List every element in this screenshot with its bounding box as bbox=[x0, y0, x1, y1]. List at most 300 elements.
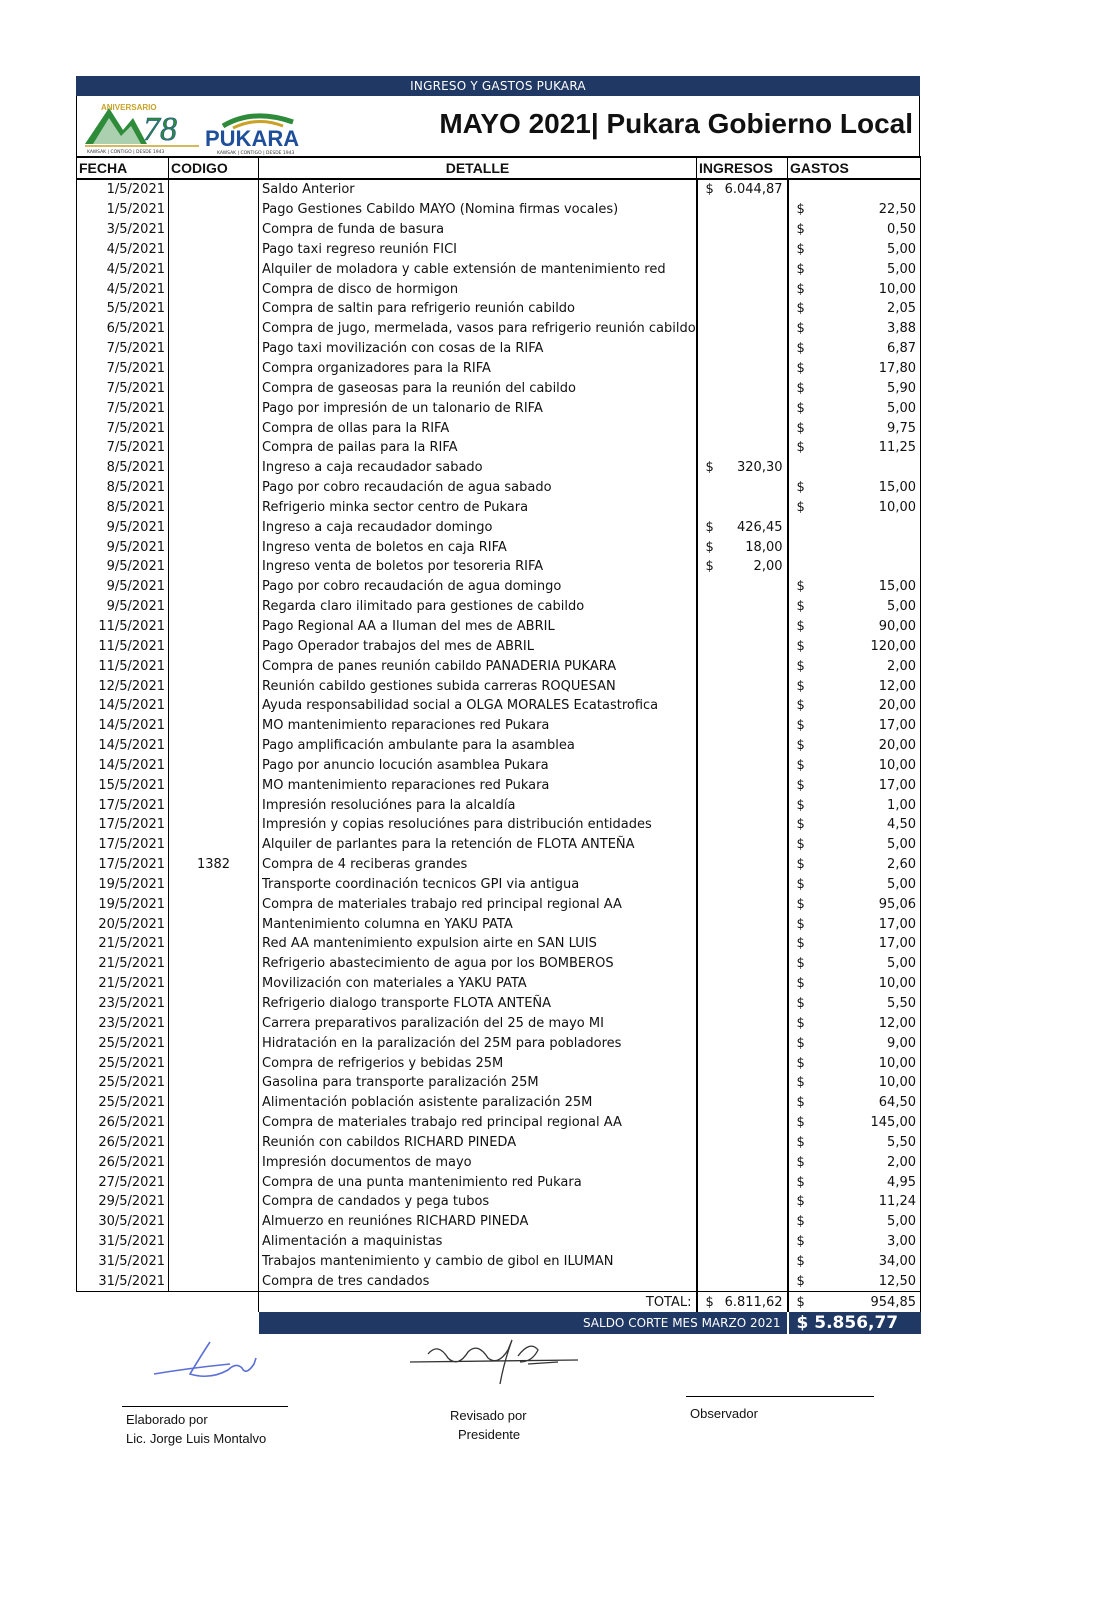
row-gasto: 5,00 bbox=[887, 837, 916, 853]
table-row bbox=[77, 1093, 921, 1113]
table-row bbox=[77, 636, 921, 656]
currency-symbol: $ bbox=[796, 420, 805, 436]
row-gasto-cell bbox=[788, 795, 921, 815]
row-fecha: 7/5/2021 bbox=[77, 339, 169, 359]
signature-section bbox=[0, 1320, 1112, 1480]
row-gasto-cell bbox=[788, 894, 921, 914]
row-ingreso-cell bbox=[697, 1152, 788, 1172]
table-row bbox=[77, 1252, 921, 1272]
currency-symbol: $ bbox=[796, 261, 805, 277]
row-codigo bbox=[169, 1133, 259, 1153]
row-detalle: Red AA mantenimiento expulsion airte en SAN LUIS bbox=[259, 934, 697, 954]
row-codigo bbox=[169, 1013, 259, 1033]
row-gasto-cell bbox=[788, 815, 921, 835]
row-fecha: 9/5/2021 bbox=[77, 577, 169, 597]
row-detalle: Hidratación en la paralización del 25M para pobladores bbox=[259, 1033, 697, 1053]
row-fecha: 4/5/2021 bbox=[77, 279, 169, 299]
row-codigo bbox=[169, 1073, 259, 1093]
row-gasto-cell bbox=[788, 736, 921, 756]
currency-symbol: $ bbox=[796, 678, 805, 694]
row-fecha: 12/5/2021 bbox=[77, 676, 169, 696]
row-gasto-cell bbox=[788, 240, 921, 260]
row-ingreso-cell bbox=[697, 517, 788, 537]
row-ingreso-cell bbox=[697, 775, 788, 795]
row-codigo bbox=[169, 736, 259, 756]
row-detalle: Reunión con cabildos RICHARD PINEDA bbox=[259, 1133, 697, 1153]
row-ingreso-cell bbox=[697, 954, 788, 974]
row-codigo bbox=[169, 498, 259, 518]
row-ingreso-cell bbox=[697, 815, 788, 835]
row-detalle: Refrigerio abastecimiento de agua por los BOMBEROS bbox=[259, 954, 697, 974]
row-codigo bbox=[169, 1192, 259, 1212]
row-codigo bbox=[169, 835, 259, 855]
row-fecha: 26/5/2021 bbox=[77, 1113, 169, 1133]
row-gasto: 5,00 bbox=[887, 400, 916, 416]
currency-symbol: $ bbox=[796, 956, 805, 972]
row-codigo bbox=[169, 716, 259, 736]
currency-symbol: $ bbox=[796, 202, 805, 218]
row-gasto: 0,50 bbox=[887, 222, 916, 238]
row-gasto: 145,00 bbox=[870, 1115, 916, 1131]
row-detalle: Trabajos mantenimiento y cambio de gibol en ILUMAN bbox=[259, 1252, 697, 1272]
row-ingreso-cell bbox=[697, 577, 788, 597]
row-fecha: 7/5/2021 bbox=[77, 378, 169, 398]
table-row bbox=[77, 617, 921, 637]
table-row bbox=[77, 259, 921, 279]
row-codigo bbox=[169, 656, 259, 676]
row-detalle: Compra de funda de basura bbox=[259, 220, 697, 240]
row-detalle: Pago Operador trabajos del mes de ABRIL bbox=[259, 636, 697, 656]
total-gastos-cell bbox=[788, 1292, 921, 1313]
row-gasto-cell bbox=[788, 914, 921, 934]
row-gasto: 15,00 bbox=[878, 480, 916, 496]
row-codigo bbox=[169, 259, 259, 279]
row-ingreso-cell bbox=[697, 1252, 788, 1272]
currency-symbol: $ bbox=[796, 380, 805, 396]
row-gasto-cell bbox=[788, 438, 921, 458]
row-fecha: 25/5/2021 bbox=[77, 1033, 169, 1053]
row-gasto-cell bbox=[788, 1192, 921, 1212]
row-ingreso-cell bbox=[697, 319, 788, 339]
row-fecha: 7/5/2021 bbox=[77, 418, 169, 438]
currency-symbol: $ bbox=[705, 519, 714, 535]
row-gasto: 10,00 bbox=[878, 757, 916, 773]
row-detalle: Alimentación a maquinistas bbox=[259, 1232, 697, 1252]
row-gasto: 11,25 bbox=[878, 440, 916, 456]
row-detalle: Transporte coordinación tecnicos GPI via antigua bbox=[259, 875, 697, 895]
row-codigo bbox=[169, 200, 259, 220]
row-ingreso-cell bbox=[697, 855, 788, 875]
table-row bbox=[77, 974, 921, 994]
currency-symbol: $ bbox=[705, 460, 714, 476]
row-codigo bbox=[169, 220, 259, 240]
row-gasto-cell bbox=[788, 1093, 921, 1113]
currency-symbol: $ bbox=[796, 777, 805, 793]
row-detalle: Regarda claro ilimitado para gestiones de cabildo bbox=[259, 597, 697, 617]
row-ingreso-cell bbox=[697, 259, 788, 279]
elaborado-name: Lic. Jorge Luis Montalvo bbox=[126, 1431, 267, 1446]
row-ingreso-cell bbox=[697, 875, 788, 895]
currency-symbol: $ bbox=[796, 1154, 805, 1170]
row-codigo bbox=[169, 279, 259, 299]
row-detalle: Impresión y copias resoluciónes para distribución entidades bbox=[259, 815, 697, 835]
row-detalle: Pago amplificación ambulante para la asamblea bbox=[259, 736, 697, 756]
row-detalle: Compra de tres candados bbox=[259, 1271, 697, 1291]
row-ingreso-cell bbox=[697, 636, 788, 656]
row-gasto: 5,00 bbox=[887, 876, 916, 892]
row-gasto: 4,50 bbox=[887, 817, 916, 833]
aniversario-logo bbox=[83, 100, 201, 154]
table-row bbox=[77, 279, 921, 299]
currency-symbol: $ bbox=[796, 1134, 805, 1150]
row-ingreso-cell bbox=[697, 974, 788, 994]
row-gasto: 5,00 bbox=[887, 599, 916, 615]
currency-symbol: $ bbox=[796, 718, 805, 734]
row-codigo bbox=[169, 1172, 259, 1192]
row-codigo bbox=[169, 914, 259, 934]
currency-symbol: $ bbox=[796, 618, 805, 634]
row-ingreso-cell bbox=[697, 1271, 788, 1291]
row-codigo bbox=[169, 696, 259, 716]
aniversario-tagline: KAWSAK | CONTIGO | DESDE 1943 bbox=[87, 150, 165, 154]
row-detalle: Pago por anuncio locución asamblea Pukara bbox=[259, 755, 697, 775]
table-row bbox=[77, 1172, 921, 1192]
row-fecha: 9/5/2021 bbox=[77, 597, 169, 617]
row-gasto-cell bbox=[788, 259, 921, 279]
row-ingreso-cell bbox=[697, 1113, 788, 1133]
row-fecha: 21/5/2021 bbox=[77, 934, 169, 954]
row-gasto-cell bbox=[788, 1073, 921, 1093]
row-ingreso-cell bbox=[697, 755, 788, 775]
row-gasto-cell bbox=[788, 994, 921, 1014]
row-gasto-cell bbox=[788, 557, 921, 577]
row-ingreso-cell bbox=[697, 557, 788, 577]
row-gasto: 10,00 bbox=[878, 281, 916, 297]
revisado-label: Revisado por bbox=[450, 1408, 527, 1423]
currency-symbol: $ bbox=[796, 1055, 805, 1071]
row-gasto: 10,00 bbox=[878, 976, 916, 992]
table-row bbox=[77, 894, 921, 914]
row-ingreso-cell bbox=[697, 458, 788, 478]
row-gasto: 3,00 bbox=[887, 1234, 916, 1250]
row-codigo bbox=[169, 359, 259, 379]
column-header-fecha: FECHA bbox=[77, 157, 169, 179]
row-ingreso-cell bbox=[697, 1053, 788, 1073]
column-header-gastos: GASTOS bbox=[788, 157, 921, 179]
row-gasto-cell bbox=[788, 359, 921, 379]
row-ingreso-cell bbox=[697, 795, 788, 815]
currency-symbol: $ bbox=[796, 817, 805, 833]
row-ingreso-cell bbox=[697, 894, 788, 914]
table-row bbox=[77, 299, 921, 319]
table-row bbox=[77, 1013, 921, 1033]
row-fecha: 14/5/2021 bbox=[77, 755, 169, 775]
row-detalle: Compra de ollas para la RIFA bbox=[259, 418, 697, 438]
total-spacer bbox=[169, 1292, 259, 1313]
saldo-amount: $ 5.856,77 bbox=[788, 1312, 921, 1334]
row-codigo bbox=[169, 954, 259, 974]
total-spacer bbox=[77, 1292, 169, 1313]
currency-symbol: $ bbox=[796, 579, 805, 595]
row-ingreso-cell bbox=[697, 1073, 788, 1093]
row-detalle: Pago taxi regreso reunión FICI bbox=[259, 240, 697, 260]
table-row bbox=[77, 1212, 921, 1232]
row-fecha: 4/5/2021 bbox=[77, 240, 169, 260]
row-codigo bbox=[169, 299, 259, 319]
row-ingreso-cell bbox=[697, 1093, 788, 1113]
row-detalle: Pago por impresión de un talonario de RIFA bbox=[259, 398, 697, 418]
row-fecha: 8/5/2021 bbox=[77, 458, 169, 478]
currency-symbol: $ bbox=[796, 976, 805, 992]
row-detalle: Compra de jugo, mermelada, vasos para refrigerio reunión cabildo bbox=[259, 319, 697, 339]
row-gasto-cell bbox=[788, 200, 921, 220]
row-detalle: Refrigerio minka sector centro de Pukara bbox=[259, 498, 697, 518]
row-detalle: Refrigerio dialogo transporte FLOTA ANTEÑA bbox=[259, 994, 697, 1014]
row-detalle: Compra de disco de hormigon bbox=[259, 279, 697, 299]
row-gasto-cell bbox=[788, 1232, 921, 1252]
aniversario-text: ANIVERSARIO bbox=[101, 103, 157, 112]
row-gasto: 20,00 bbox=[878, 738, 916, 754]
row-codigo bbox=[169, 398, 259, 418]
table-row bbox=[77, 1053, 921, 1073]
currency-symbol: $ bbox=[705, 182, 714, 198]
row-gasto-cell bbox=[788, 1152, 921, 1172]
row-gasto-cell bbox=[788, 1133, 921, 1153]
row-codigo bbox=[169, 339, 259, 359]
row-gasto: 17,00 bbox=[878, 777, 916, 793]
row-fecha: 9/5/2021 bbox=[77, 557, 169, 577]
page-title: MAYO 2021| Pukara Gobierno Local bbox=[439, 108, 913, 139]
currency-symbol: $ bbox=[796, 321, 805, 337]
currency-symbol: $ bbox=[796, 936, 805, 952]
row-gasto-cell bbox=[788, 617, 921, 637]
currency-symbol: $ bbox=[796, 1294, 805, 1310]
row-gasto: 5,00 bbox=[887, 1214, 916, 1230]
row-detalle: Alquiler de moladora y cable extensión de mantenimiento red bbox=[259, 259, 697, 279]
ledger-header-row bbox=[77, 157, 921, 179]
row-gasto: 120,00 bbox=[870, 638, 916, 654]
table-row bbox=[77, 438, 921, 458]
observador-line bbox=[686, 1396, 874, 1397]
row-gasto: 64,50 bbox=[878, 1095, 916, 1111]
row-gasto-cell bbox=[788, 1013, 921, 1033]
currency-symbol: $ bbox=[796, 361, 805, 377]
total-row bbox=[77, 1292, 921, 1313]
row-codigo bbox=[169, 755, 259, 775]
row-ingreso-cell bbox=[697, 179, 788, 200]
currency-symbol: $ bbox=[796, 480, 805, 496]
row-codigo bbox=[169, 597, 259, 617]
currency-symbol: $ bbox=[796, 876, 805, 892]
row-gasto: 15,00 bbox=[878, 579, 916, 595]
row-ingreso-cell bbox=[697, 478, 788, 498]
row-gasto-cell bbox=[788, 398, 921, 418]
row-detalle: Alquiler de parlantes para la retención de FLOTA ANTEÑA bbox=[259, 835, 697, 855]
row-codigo bbox=[169, 815, 259, 835]
row-gasto: 12,00 bbox=[878, 1015, 916, 1031]
currency-symbol: $ bbox=[796, 1214, 805, 1230]
row-ingreso-cell bbox=[697, 398, 788, 418]
row-fecha: 20/5/2021 bbox=[77, 914, 169, 934]
currency-symbol: $ bbox=[796, 996, 805, 1012]
row-gasto: 17,00 bbox=[878, 916, 916, 932]
row-gasto-cell bbox=[788, 954, 921, 974]
row-ingreso-cell bbox=[697, 914, 788, 934]
currency-symbol: $ bbox=[796, 1015, 805, 1031]
table-row bbox=[77, 597, 921, 617]
report-banner: INGRESO Y GASTOS PUKARA bbox=[76, 76, 920, 96]
row-fecha: 23/5/2021 bbox=[77, 1013, 169, 1033]
row-gasto-cell bbox=[788, 974, 921, 994]
row-ingreso-cell bbox=[697, 934, 788, 954]
row-detalle: Ingreso venta de boletos en caja RIFA bbox=[259, 537, 697, 557]
row-fecha: 31/5/2021 bbox=[77, 1252, 169, 1272]
row-gasto-cell bbox=[788, 378, 921, 398]
table-row bbox=[77, 835, 921, 855]
row-ingreso-cell bbox=[697, 1133, 788, 1153]
currency-symbol: $ bbox=[796, 857, 805, 873]
row-fecha: 31/5/2021 bbox=[77, 1232, 169, 1252]
row-detalle: Pago Regional AA a Iluman del mes de ABRIL bbox=[259, 617, 697, 637]
row-codigo bbox=[169, 378, 259, 398]
table-row bbox=[77, 775, 921, 795]
row-fecha: 17/5/2021 bbox=[77, 835, 169, 855]
table-row bbox=[77, 736, 921, 756]
row-detalle: Impresión resoluciónes para la alcaldía bbox=[259, 795, 697, 815]
row-detalle: Compra de panes reunión cabildo PANADERIA PUKARA bbox=[259, 656, 697, 676]
row-codigo bbox=[169, 537, 259, 557]
row-gasto-cell bbox=[788, 835, 921, 855]
table-row bbox=[77, 458, 921, 478]
row-ingreso-cell bbox=[697, 200, 788, 220]
currency-symbol: $ bbox=[796, 896, 805, 912]
row-gasto-cell bbox=[788, 1212, 921, 1232]
row-codigo bbox=[169, 1152, 259, 1172]
row-codigo bbox=[169, 1252, 259, 1272]
row-ingreso-cell bbox=[697, 696, 788, 716]
row-gasto-cell bbox=[788, 1252, 921, 1272]
row-fecha: 8/5/2021 bbox=[77, 478, 169, 498]
table-row bbox=[77, 418, 921, 438]
row-gasto-cell bbox=[788, 179, 921, 200]
row-fecha: 1/5/2021 bbox=[77, 200, 169, 220]
row-ingreso-cell bbox=[697, 418, 788, 438]
row-fecha: 4/5/2021 bbox=[77, 259, 169, 279]
table-row bbox=[77, 557, 921, 577]
row-fecha: 7/5/2021 bbox=[77, 398, 169, 418]
row-detalle: MO mantenimiento reparaciones red Pukara bbox=[259, 716, 697, 736]
row-codigo bbox=[169, 994, 259, 1014]
row-detalle: Ingreso venta de boletos por tesoreria RIFA bbox=[259, 557, 697, 577]
row-codigo bbox=[169, 875, 259, 895]
row-detalle: Ingreso a caja recaudador sabado bbox=[259, 458, 697, 478]
row-gasto: 2,00 bbox=[887, 658, 916, 674]
row-detalle: Pago por cobro recaudación de agua sabado bbox=[259, 478, 697, 498]
row-gasto: 5,00 bbox=[887, 261, 916, 277]
table-row bbox=[77, 319, 921, 339]
table-row bbox=[77, 696, 921, 716]
pukara-text: PUKARA bbox=[205, 126, 300, 151]
elaborado-line bbox=[122, 1406, 288, 1407]
row-detalle: Compra de materiales trabajo red principal regional AA bbox=[259, 894, 697, 914]
row-codigo bbox=[169, 1093, 259, 1113]
row-fecha: 19/5/2021 bbox=[77, 894, 169, 914]
currency-symbol: $ bbox=[796, 241, 805, 257]
row-fecha: 14/5/2021 bbox=[77, 716, 169, 736]
table-row bbox=[77, 537, 921, 557]
column-header-detalle: DETALLE bbox=[259, 157, 697, 179]
total-label: TOTAL: bbox=[259, 1292, 697, 1313]
row-gasto-cell bbox=[788, 1033, 921, 1053]
row-detalle: Saldo Anterior bbox=[259, 179, 697, 200]
table-row bbox=[77, 398, 921, 418]
table-row bbox=[77, 478, 921, 498]
row-codigo: 1382 bbox=[169, 855, 259, 875]
row-detalle: Gasolina para transporte paralización 25M bbox=[259, 1073, 697, 1093]
row-codigo bbox=[169, 795, 259, 815]
row-ingreso-cell bbox=[697, 736, 788, 756]
row-gasto-cell bbox=[788, 934, 921, 954]
row-ingreso-cell bbox=[697, 240, 788, 260]
row-codigo bbox=[169, 1053, 259, 1073]
row-fecha: 14/5/2021 bbox=[77, 696, 169, 716]
row-codigo bbox=[169, 974, 259, 994]
currency-symbol: $ bbox=[796, 1075, 805, 1091]
row-codigo bbox=[169, 1113, 259, 1133]
row-ingreso-cell bbox=[697, 537, 788, 557]
row-codigo bbox=[169, 240, 259, 260]
row-codigo bbox=[169, 179, 259, 200]
currency-symbol: $ bbox=[796, 301, 805, 317]
row-detalle: Pago Gestiones Cabildo MAYO (Nomina firmas vocales) bbox=[259, 200, 697, 220]
row-gasto-cell bbox=[788, 319, 921, 339]
table-row bbox=[77, 1232, 921, 1252]
row-gasto: 5,50 bbox=[887, 996, 916, 1012]
row-fecha: 6/5/2021 bbox=[77, 319, 169, 339]
row-gasto-cell bbox=[788, 696, 921, 716]
currency-symbol: $ bbox=[796, 499, 805, 515]
row-gasto: 90,00 bbox=[878, 618, 916, 634]
row-gasto-cell bbox=[788, 498, 921, 518]
row-fecha: 1/5/2021 bbox=[77, 179, 169, 200]
table-row bbox=[77, 1152, 921, 1172]
revisado-role: Presidente bbox=[458, 1427, 521, 1442]
row-ingreso: 6.044,87 bbox=[724, 182, 783, 198]
currency-symbol: $ bbox=[796, 1174, 805, 1190]
currency-symbol: $ bbox=[796, 658, 805, 674]
table-row bbox=[77, 339, 921, 359]
currency-symbol: $ bbox=[705, 539, 714, 555]
row-detalle: Mantenimiento columna en YAKU PATA bbox=[259, 914, 697, 934]
table-row bbox=[77, 934, 921, 954]
row-codigo bbox=[169, 894, 259, 914]
elaborado-label: Elaborado por bbox=[126, 1412, 208, 1427]
row-gasto: 20,00 bbox=[878, 698, 916, 714]
observador-label: Observador bbox=[690, 1406, 758, 1421]
row-detalle: Compra de gaseosas para la reunión del cabildo bbox=[259, 378, 697, 398]
row-ingreso-cell bbox=[697, 835, 788, 855]
currency-symbol: $ bbox=[796, 638, 805, 654]
row-ingreso-cell bbox=[697, 378, 788, 398]
row-detalle: Carrera preparativos paralización del 25 de mayo MI bbox=[259, 1013, 697, 1033]
row-fecha: 11/5/2021 bbox=[77, 636, 169, 656]
row-codigo bbox=[169, 1033, 259, 1053]
row-fecha: 31/5/2021 bbox=[77, 1271, 169, 1291]
row-detalle: Ingreso a caja recaudador domingo bbox=[259, 517, 697, 537]
table-row bbox=[77, 1271, 921, 1291]
row-gasto-cell bbox=[788, 716, 921, 736]
row-gasto: 4,95 bbox=[887, 1174, 916, 1190]
